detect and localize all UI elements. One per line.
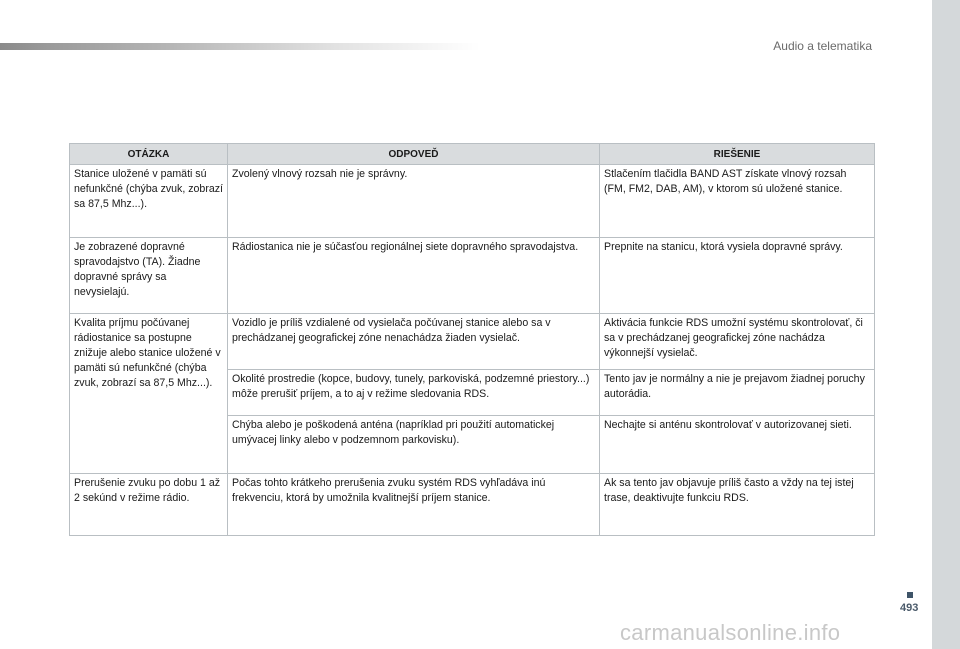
table-row xyxy=(70,314,875,370)
solution-cell: Tento jav je normálny a nie je prejavom žiadnej poruchy autorádia. xyxy=(600,370,875,416)
question-cell: Stanice uložené v pamäti sú nefunkčné (chýba zvuk, zobrazí sa 87,5 Mhz...). xyxy=(70,165,228,238)
solution-cell: Nechajte si anténu skontrolovať v autorizovanej sieti. xyxy=(600,416,875,474)
answer-cell: Počas tohto krátkeho prerušenia zvuku systém RDS vyhľadáva inú frekvenciu, ktorá by umožnila kvalitnejší príjem stanice. xyxy=(228,474,600,536)
chapter-title: Audio a telematika xyxy=(773,39,872,53)
answer-cell: Rádiostanica nie je súčasťou regionálnej siete dopravného spravodajstva. xyxy=(228,238,600,314)
page-number: 493 xyxy=(900,602,919,614)
column-header-answer: ODPOVEĎ xyxy=(228,144,600,165)
question-cell: Je zobrazené dopravné spravodajstvo (TA). Žiadne dopravné správy sa nevysielajú. xyxy=(70,238,228,314)
answer-cell: Okolité prostredie (kopce, budovy, tunely, parkoviská, podzemné priestory...) môže prerušiť príjem, a to aj v režime sledovania RDS. xyxy=(228,370,600,416)
table-row xyxy=(70,165,875,238)
solution-cell: Prepnite na stanicu, ktorá vysiela dopravné správy. xyxy=(600,238,875,314)
table-header-row xyxy=(70,144,875,165)
answer-cell: Zvolený vlnový rozsah nie je správny. xyxy=(228,165,600,238)
table-row xyxy=(70,474,875,536)
column-header-question: OTÁZKA xyxy=(70,144,228,165)
question-cell: Kvalita príjmu počúvanej rádiostanice sa postupne znižuje alebo stanice uložené v pamäti sú nefunkčné (chýba zvuk, zobrazí sa 87,5 Mhz...). xyxy=(70,314,228,474)
page-marker-square xyxy=(907,592,913,598)
top-gradient-bar xyxy=(0,43,480,50)
solution-cell: Aktivácia funkcie RDS umožní systému skontrolovať, či sa v prechádzanej geografickej zóne nachádza výkonnejší vysielač. xyxy=(600,314,875,370)
column-header-solution: RIEŠENIE xyxy=(600,144,875,165)
question-cell: Prerušenie zvuku po dobu 1 až 2 sekúnd v režime rádio. xyxy=(70,474,228,536)
solution-cell: Stlačením tlačidla BAND AST získate vlnový rozsah (FM, FM2, DAB, AM), v ktorom sú uložené stanice. xyxy=(600,165,875,238)
answer-cell: Chýba alebo je poškodená anténa (napríklad pri použití automatickej umývacej linky alebo v podzemnom parkovisku). xyxy=(228,416,600,474)
solution-cell: Ak sa tento jav objavuje príliš často a vždy na tej istej trase, deaktivujte funkciu RDS. xyxy=(600,474,875,536)
watermark: carmanualsonline.info xyxy=(620,620,841,645)
table-row xyxy=(70,238,875,314)
answer-cell: Vozidlo je príliš vzdialené od vysielača počúvanej stanice alebo sa v prechádzanej geografickej zóne nenachádza žiaden vysielač. xyxy=(228,314,600,370)
side-strip xyxy=(932,0,960,649)
troubleshooting-table xyxy=(69,143,875,536)
